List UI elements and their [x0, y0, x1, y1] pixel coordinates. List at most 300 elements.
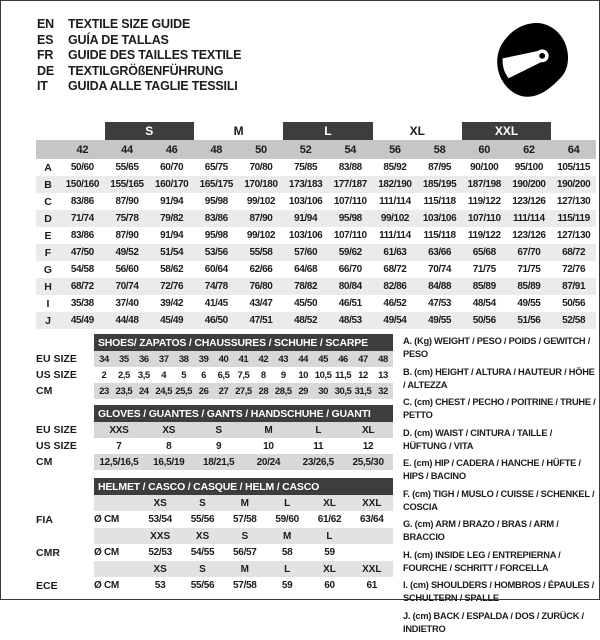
legend-item: D. (cm) WAIST / CINTURA / TAILLE / HÜFTUNG / VITA — [403, 427, 553, 451]
corner-cell — [36, 405, 94, 422]
measurement-cell: 70/74 — [105, 278, 150, 295]
helmet-standard-row — [36, 577, 393, 594]
measurement-cell: 107/110 — [462, 210, 507, 227]
section-cell: 2 — [101, 369, 107, 381]
helmet-sizes-row — [36, 495, 393, 511]
measurement-cell: 190/200 — [551, 176, 596, 193]
section-cell: 9 — [215, 440, 222, 452]
section-cell: 30 — [313, 383, 333, 399]
measurement-cell: 83/88 — [338, 162, 362, 173]
helmet-size-header: XS — [139, 495, 181, 511]
size-group-empty — [60, 122, 105, 140]
section-row — [36, 383, 393, 399]
helmet-sizes-row — [36, 528, 393, 544]
section-cell: 25,5 — [174, 383, 194, 399]
helmet-size-header: M — [224, 495, 266, 511]
helmet-size-header: L — [266, 561, 308, 577]
diameter-unit-cell: Ø CM — [94, 580, 119, 591]
corner-cell — [36, 561, 94, 577]
helmet-measure-cell: 61 — [366, 580, 378, 591]
measurement-cell: 55/58 — [239, 244, 284, 261]
size-column-header: 46 — [149, 140, 194, 159]
size-group-xxl: XXL — [462, 122, 551, 140]
language-row — [37, 64, 241, 80]
measurement-row-label: F — [36, 244, 60, 261]
measurement-row-label: I — [46, 297, 50, 310]
section-cell: 27,5 — [233, 383, 253, 399]
legend-item: C. (cm) CHEST / PECHO / POITRINE / TRUHE / PETTO — [403, 397, 596, 420]
language-row — [37, 33, 241, 49]
helmet-size-table — [36, 478, 393, 594]
measurement-cell: 50/56 — [562, 298, 586, 309]
measurement-cell: 71/75 — [517, 264, 541, 275]
section-cell: 23/26,5 — [293, 454, 343, 470]
section-cell: 41 — [233, 351, 253, 367]
helmet-size-header: XS — [139, 561, 181, 577]
corner-cell — [36, 528, 94, 544]
measurement-cell: 45/49 — [60, 312, 105, 329]
section-cell: 8 — [260, 369, 266, 381]
section-cell: 43 — [273, 351, 293, 367]
section-cell: S — [194, 422, 244, 438]
measurement-cell: 95/100 — [514, 162, 543, 173]
measurement-cell: 76/80 — [239, 278, 284, 295]
measurement-cell: 57/60 — [283, 244, 328, 261]
corner-cell — [36, 140, 60, 159]
measurement-cell: 60/70 — [160, 162, 184, 173]
measurement-cell: 99/102 — [373, 210, 418, 227]
section-cell: 24 — [134, 383, 154, 399]
measurement-cell: 68/72 — [60, 278, 105, 295]
measurement-cell: 105/115 — [557, 162, 590, 173]
section-cell: 35 — [114, 351, 134, 367]
section-cell: 6 — [201, 369, 206, 381]
measurement-cell: 46/50 — [194, 312, 239, 329]
measurement-row-label: J — [36, 312, 60, 329]
measurement-cell: 49/55 — [517, 298, 541, 309]
measurement-cell: 39/42 — [160, 298, 184, 309]
section-cell: 12 — [362, 440, 374, 452]
section-cell: 39 — [194, 351, 214, 367]
measurement-cell: 43/47 — [249, 298, 273, 309]
helmet-measure-cell: 55/56 — [190, 514, 215, 525]
helmet-size-header: S — [181, 561, 223, 577]
language-code: FR — [37, 48, 54, 62]
measurement-cell: 71/75 — [472, 264, 496, 275]
helmet-size-header: XXS — [139, 528, 181, 544]
section-cell: 6,5 — [217, 369, 230, 381]
measurement-cell: 83/86 — [70, 230, 94, 241]
gloves-table-container — [36, 405, 393, 470]
section-cell: 10 — [298, 369, 309, 381]
measurement-cell: 111/114 — [507, 210, 552, 227]
measurement-cell: 53/56 — [194, 244, 239, 261]
helmet-measure-cell — [351, 544, 393, 561]
section-cell: 28 — [253, 383, 273, 399]
guide-title: GUÍA DE TALLAS — [68, 32, 169, 47]
size-column-header: 44 — [105, 140, 150, 159]
section-cell: L — [293, 422, 343, 438]
section-cell: 3,5 — [137, 369, 150, 381]
row-label: US SIZE — [36, 440, 77, 452]
section-title: HELMET / CASCO / CASQUE / HELM / CASCO — [94, 478, 393, 495]
guide-title: GUIDE DES TAILLES TEXTILE — [68, 48, 242, 62]
measurement-cell: 71/74 — [60, 210, 105, 227]
section-title: GLOVES / GUANTES / GANTS / HANDSCHUHE / GUANTI — [94, 405, 393, 422]
measurement-cell: 127/130 — [556, 230, 591, 241]
measurement-row-label: A — [44, 161, 52, 174]
size-group-empty — [551, 122, 596, 140]
section-cell: 29 — [293, 383, 313, 399]
section-cell: 10 — [263, 440, 274, 452]
section-cell: 38 — [174, 351, 194, 367]
section-header-row — [36, 478, 393, 495]
measurement-cell: 87/95 — [428, 162, 452, 173]
section-cell: 20/24 — [243, 454, 293, 470]
measurement-cell: 165/175 — [194, 176, 239, 193]
section-cell: 7,5 — [237, 369, 250, 381]
section-cell: XXS — [94, 422, 144, 438]
helmet-measure-cell: 56/57 — [233, 547, 257, 558]
measurement-cell: 61/63 — [373, 244, 418, 261]
helmet-size-header: M — [266, 528, 308, 544]
section-cell: 10,5 — [314, 369, 332, 381]
measurement-cell: 177/187 — [328, 176, 373, 193]
section-cell: 46 — [333, 351, 353, 367]
measurement-cell: 185/195 — [417, 176, 462, 193]
size-column-header: 52 — [283, 140, 328, 159]
helmet-size-header: L — [266, 495, 308, 511]
helmet-standard-row — [36, 511, 393, 528]
measurement-cell: 103/106 — [417, 210, 462, 227]
section-header-row — [36, 334, 393, 351]
diameter-unit-cell: Ø CM — [94, 514, 119, 525]
measurement-row-label: C — [44, 195, 52, 208]
shoes-table — [36, 334, 393, 399]
section-cell: 23,5 — [114, 383, 134, 399]
measurement-cell: 87/90 — [115, 230, 139, 241]
measurement-cell: 123/126 — [512, 230, 546, 241]
measurement-cell: 60/64 — [204, 264, 228, 275]
measurement-cell: 37/40 — [115, 298, 139, 309]
measurement-cell: 99/102 — [246, 230, 276, 241]
measurement-row-label: G — [43, 263, 53, 276]
measurement-legend — [403, 335, 597, 640]
size-column-header: 64 — [551, 140, 596, 159]
measurement-cell: 83/86 — [194, 210, 239, 227]
measurement-row — [36, 210, 596, 227]
textile-size-table-container — [36, 122, 596, 329]
helmet-measure-cell: 52/53 — [148, 547, 172, 558]
language-code: EN — [37, 17, 54, 31]
legend-item: G. (cm) ARM / BRAZO / BRAS / ARM / BRACCIO — [403, 519, 559, 542]
legend-item: F. (cm) TIGH / MUSLO / CUISSE / SCHENKEL / COSCIA — [403, 488, 595, 512]
measurement-cell: 95/98 — [204, 196, 228, 207]
measurement-cell: 35/38 — [70, 298, 94, 309]
helmet-size-header: XL — [308, 561, 350, 577]
measurement-cell: 75/85 — [294, 162, 318, 173]
helmet-measure-cell: 57/58 — [233, 514, 257, 525]
measurement-cell: 65/68 — [462, 244, 507, 261]
size-group-s: S — [105, 122, 194, 140]
helmet-measure-cell: 54/55 — [190, 547, 215, 558]
section-cell: 5 — [181, 369, 187, 381]
section-row — [36, 454, 393, 470]
section-cell: XS — [144, 422, 194, 438]
language-code: ES — [37, 32, 54, 47]
measurement-cell: 187/198 — [462, 176, 507, 193]
section-title: SHOES/ ZAPATOS / CHAUSSURES / SCHUHE / SCARPE — [94, 334, 393, 351]
corner-cell — [36, 495, 94, 511]
measurement-cell: 44/48 — [105, 312, 150, 329]
measurement-row-label: B — [36, 176, 60, 193]
section-cell: 26 — [194, 383, 214, 399]
measurement-cell: 91/94 — [160, 230, 184, 241]
measurement-cell: 173/183 — [283, 176, 328, 193]
language-titles — [37, 17, 241, 95]
corner-cell — [36, 122, 60, 140]
section-cell: 42 — [253, 351, 273, 367]
measurement-cell: 41/45 — [204, 298, 228, 309]
measurement-cell: 75/78 — [105, 210, 150, 227]
language-code: IT — [37, 79, 48, 93]
measurement-row — [36, 244, 596, 261]
measurement-cell: 63/66 — [417, 244, 462, 261]
size-column-header: 54 — [328, 140, 373, 159]
measurement-row — [36, 278, 596, 295]
measurement-cell: 127/130 — [556, 196, 591, 207]
section-cell: 7 — [116, 440, 122, 452]
helmet-measure-cell: 53/54 — [148, 514, 172, 525]
measurement-cell: 107/110 — [333, 196, 367, 207]
measurement-cell: 47/50 — [60, 244, 105, 261]
measurement-cell: 99/102 — [246, 196, 276, 207]
size-column-header: 42 — [60, 140, 105, 159]
section-cell: M — [243, 422, 293, 438]
section-row — [36, 438, 393, 454]
helmet-measure-cell: 61/62 — [317, 514, 342, 525]
row-label: US SIZE — [36, 369, 77, 381]
section-cell: 13 — [378, 369, 388, 381]
measurement-cell: 90/100 — [470, 162, 499, 173]
measurement-cell: 111/114 — [379, 196, 411, 207]
language-row — [37, 17, 241, 33]
helmet-unit-spacer — [94, 561, 139, 577]
measurement-cell: 103/106 — [288, 196, 323, 207]
section-cell: 18/21,5 — [194, 454, 244, 470]
helmet-sizes-row — [36, 561, 393, 577]
measurement-cell: 51/56 — [507, 312, 552, 329]
language-row — [37, 48, 241, 64]
section-header-row — [36, 405, 393, 422]
measurement-cell: 119/122 — [467, 196, 501, 207]
size-column-header: 48 — [194, 140, 239, 159]
section-cell: 31,5 — [353, 383, 373, 399]
section-cell: 32 — [373, 383, 393, 399]
helmet-measure-cell: 55/56 — [190, 580, 215, 591]
language-row — [37, 79, 241, 95]
section-cell: 47 — [353, 351, 373, 367]
section-cell: 48 — [373, 351, 393, 367]
size-group-xl: XL — [409, 124, 425, 138]
section-cell: 16,5/19 — [144, 454, 194, 470]
measurement-cell: 46/51 — [338, 298, 362, 309]
section-cell: 37 — [154, 351, 174, 367]
shoes-table-container — [36, 334, 393, 399]
size-column-header: 62 — [507, 140, 552, 159]
helmet-measure-cell: 59 — [324, 547, 335, 558]
helmet-table-container — [36, 478, 393, 594]
helmet-measure-cell: 63/64 — [360, 514, 384, 525]
section-cell: 12 — [358, 369, 368, 381]
legend-item: E. (cm) HIP / CADERA / HANCHE / HÜFTE / HIPS / BACINO — [403, 458, 581, 481]
measurement-cell: 48/53 — [328, 312, 373, 329]
measurement-cell: 48/52 — [283, 312, 328, 329]
guide-title: GUIDA ALLE TAGLIE TESSILI — [68, 79, 238, 93]
measurement-row — [36, 193, 596, 210]
measurement-cell: 107/110 — [333, 230, 367, 241]
section-cell: XL — [343, 422, 393, 438]
measurement-cell: 111/114 — [379, 230, 411, 241]
measurement-cell: 115/118 — [423, 230, 456, 241]
measurement-row — [36, 312, 596, 329]
measurement-cell: 84/88 — [417, 278, 462, 295]
measurement-cell: 74/78 — [194, 278, 239, 295]
measurement-row — [36, 159, 596, 176]
helmet-measure-cell: 53 — [154, 580, 166, 591]
helmet-measure-cell: 57/58 — [233, 580, 257, 591]
measurement-cell: 91/94 — [160, 196, 184, 207]
section-cell: 9 — [280, 369, 286, 381]
section-cell: 27 — [214, 383, 234, 399]
guide-title: TEXTILGRÖßENFÜHRUNG — [68, 63, 224, 78]
language-code: DE — [37, 63, 54, 78]
legend-item: H. (cm) INSIDE LEG / ENTREPIERNA / FOURCHE / SCHRITT / FORCELLA — [403, 549, 561, 573]
standard-label: ECE — [36, 579, 58, 592]
section-cell: 11 — [313, 440, 324, 452]
row-label: EU SIZE — [36, 424, 77, 436]
measurement-cell: 46/52 — [383, 298, 407, 309]
measurement-cell: 59/62 — [328, 244, 373, 261]
measurement-cell: 115/119 — [551, 210, 596, 227]
corner-cell — [36, 478, 94, 495]
measurement-cell: 87/91 — [551, 278, 596, 295]
measurement-cell: 49/52 — [105, 244, 150, 261]
section-cell: 23 — [94, 383, 114, 399]
measurement-cell: 79/82 — [149, 210, 194, 227]
measurement-row — [36, 227, 596, 244]
row-label: CM — [36, 456, 53, 468]
helmet-size-header: XS — [181, 528, 223, 544]
measurement-cell: 45/50 — [294, 298, 318, 309]
section-cell: 2,5 — [117, 369, 130, 381]
measurement-row — [36, 261, 596, 278]
helmet-standard-row — [36, 544, 393, 561]
measurement-row — [36, 176, 596, 193]
section-cell: 8 — [166, 440, 172, 452]
section-cell: 45 — [313, 351, 333, 367]
measurement-cell: 52/58 — [551, 312, 596, 329]
section-cell: 30,5 — [333, 383, 353, 399]
measurement-cell: 78/82 — [283, 278, 328, 295]
measurement-cell: 119/122 — [467, 230, 501, 241]
measurement-cell: 85/92 — [383, 162, 407, 173]
size-group-l: L — [283, 122, 372, 140]
measurement-cell: 50/60 — [70, 162, 94, 173]
measurement-cell: 85/89 — [507, 278, 552, 295]
measurement-cell: 55/65 — [115, 162, 139, 173]
measurement-cell: 85/89 — [462, 278, 507, 295]
measurement-cell: 123/126 — [512, 196, 546, 207]
size-column-header: 50 — [239, 140, 284, 159]
section-cell: 24,5 — [154, 383, 174, 399]
measurement-cell: 49/54 — [373, 312, 418, 329]
helmet-measure-cell: 59/60 — [275, 514, 299, 525]
measurement-cell: 48/54 — [472, 298, 496, 309]
size-column-header: 56 — [373, 140, 418, 159]
measurement-row-label: D — [36, 210, 60, 227]
helmet-size-header: S — [181, 495, 223, 511]
helmet-size-header: XL — [308, 495, 350, 511]
measurement-cell: 68/72 — [551, 244, 596, 261]
helmet-measure-cell: 60 — [324, 580, 335, 591]
section-row — [36, 422, 393, 438]
helmet-size-header: S — [224, 528, 266, 544]
section-cell: 44 — [293, 351, 313, 367]
section-cell: 36 — [134, 351, 154, 367]
section-cell: 28,5 — [273, 383, 293, 399]
guide-title: TEXTILE SIZE GUIDE — [68, 17, 191, 31]
measurement-cell: 51/54 — [149, 244, 194, 261]
measurement-cell: 95/98 — [204, 230, 228, 241]
measurement-cell: 87/90 — [239, 210, 284, 227]
section-cell: 25,5/30 — [343, 454, 393, 470]
size-group-row — [36, 122, 596, 140]
corner-cell — [36, 334, 94, 351]
measurement-cell: 56/60 — [115, 264, 139, 275]
helmet-icon — [488, 13, 574, 109]
section-cell: 4 — [161, 369, 167, 381]
measurement-cell: 67/70 — [507, 244, 552, 261]
gloves-table — [36, 405, 393, 470]
helmet-size-header: M — [224, 561, 266, 577]
measurement-cell: 70/74 — [428, 264, 452, 275]
measurement-cell: 155/165 — [105, 176, 150, 193]
measurement-cell: 190/200 — [507, 176, 552, 193]
measurement-cell: 95/98 — [328, 210, 373, 227]
measurement-cell: 150/160 — [60, 176, 105, 193]
size-column-header: 58 — [417, 140, 462, 159]
size-columns-row — [36, 140, 596, 159]
measurement-cell: 170/180 — [239, 176, 284, 193]
section-row — [36, 351, 393, 367]
measurement-cell: 91/94 — [283, 210, 328, 227]
measurement-cell: 65/75 — [204, 162, 228, 173]
measurement-cell: 87/90 — [115, 196, 139, 207]
size-group-m: M — [233, 124, 244, 138]
measurement-cell: 62/66 — [249, 264, 273, 275]
measurement-cell: 72/76 — [149, 278, 194, 295]
standard-label: CMR — [36, 546, 60, 559]
measurement-cell: 64/68 — [294, 264, 318, 275]
legend-item: I. (cm) SHOULDERS / HOMBROS / ÉPAULES / SCHULTERN / SPALLE — [403, 580, 595, 603]
measurement-cell: 182/190 — [373, 176, 418, 193]
size-column-header: 60 — [462, 140, 507, 159]
helmet-size-header: XXL — [351, 561, 393, 577]
measurement-cell: 68/72 — [383, 264, 407, 275]
measurement-cell: 54/58 — [70, 264, 94, 275]
measurement-cell: 49/55 — [417, 312, 462, 329]
